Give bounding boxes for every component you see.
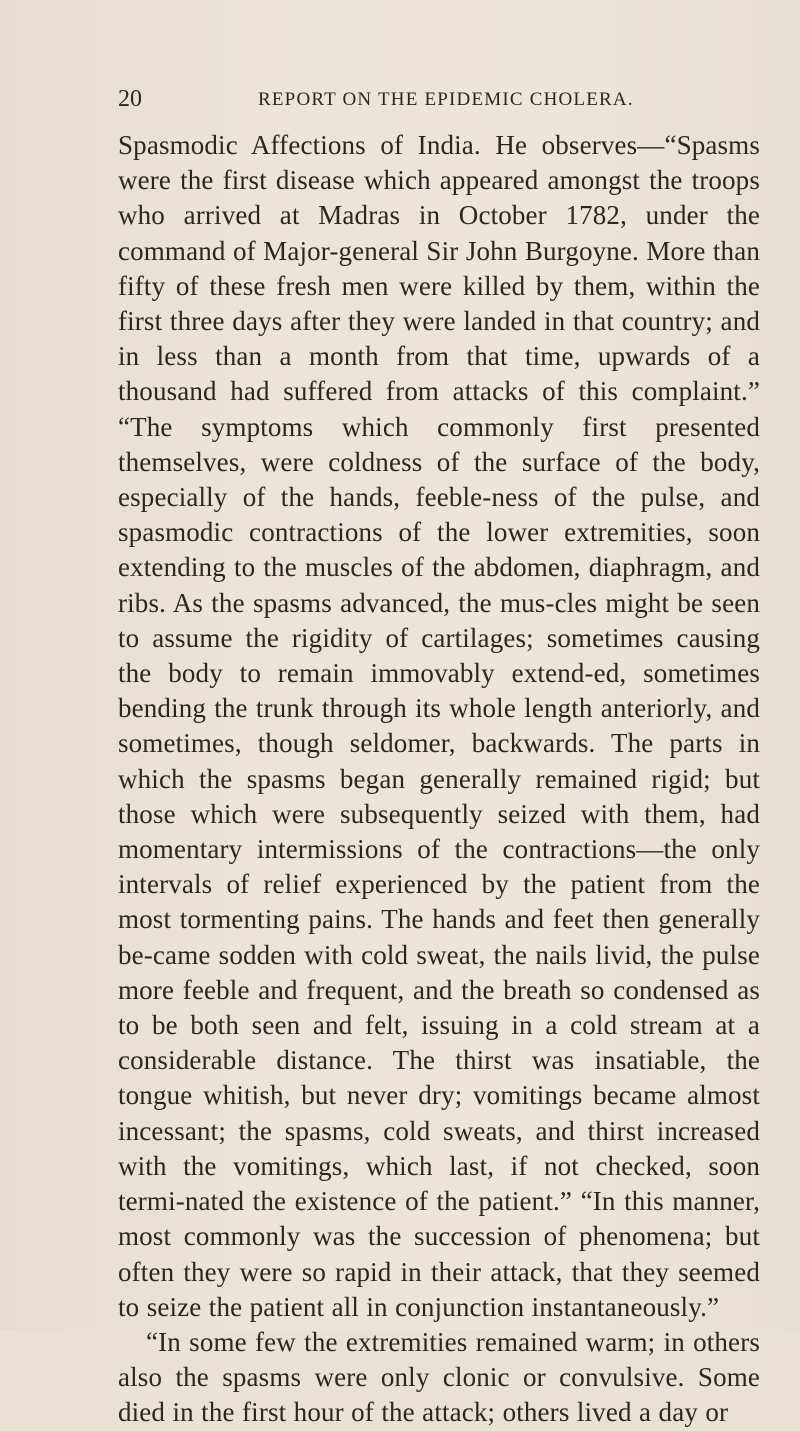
page-number: 20 xyxy=(118,86,142,112)
running-title: REPORT ON THE EPIDEMIC CHOLERA. xyxy=(258,89,634,110)
running-head xyxy=(118,84,758,114)
paragraph-2: “In some few the extremities remained warm; in others also the spasms were only clonic or convulsive. Some died in the first hour of the attack; others lived a day or xyxy=(118,1326,760,1428)
body-text xyxy=(118,128,760,1431)
paragraph-1: Spasmodic Affections of India. He observes—“Spasms were the first disease which appeared amongst the troops who arrived at Madras in October 1782, under the command of Major-general Sir John Burgoyne. More than fifty of these fresh men were killed by them, within the first three days after they were landed in that country; and in less than a month from that time, upwards of a thousand had suffered from attacks of this complaint.” “The symptoms which commonly first presented themselves, were coldness of the surface of the body, especially of the hands, feeble-ness of the pulse, and spasmodic contractions of the lower extremities, soon extending to the muscles of the abdomen, diaphragm, and ribs. As the spasms advanced, the mus-cles might be seen to assume the rigidity of cartilages; sometimes causing the body to remain immovably extend-ed, sometimes bending the trunk through its whole length anteriorly, and sometimes, though seldomer, backwards. The parts in which the spasms began generally remained rigid; but those which were subsequently seized with them, had momentary intermissions of the contractions—the only intervals of relief experienced by the patient from the most tormenting pains. The hands and feet then generally be-came sodden with cold sweat, the nails livid, the pulse more feeble and frequent, and the breath so condensed as to be both seen and felt, issuing in a cold stream at a considerable distance. The thirst was insatiable, the tongue whitish, but never dry; vomitings became almost incessant; the spasms, cold sweats, and thirst increased with the vomitings, which last, if not checked, soon termi-nated the existence of the patient.” “In this manner, most commonly was the succession of phenomena; but often they were so rapid in their attack, that they seemed to seize the patient all in conjunction instantaneously.” xyxy=(118,130,760,1322)
